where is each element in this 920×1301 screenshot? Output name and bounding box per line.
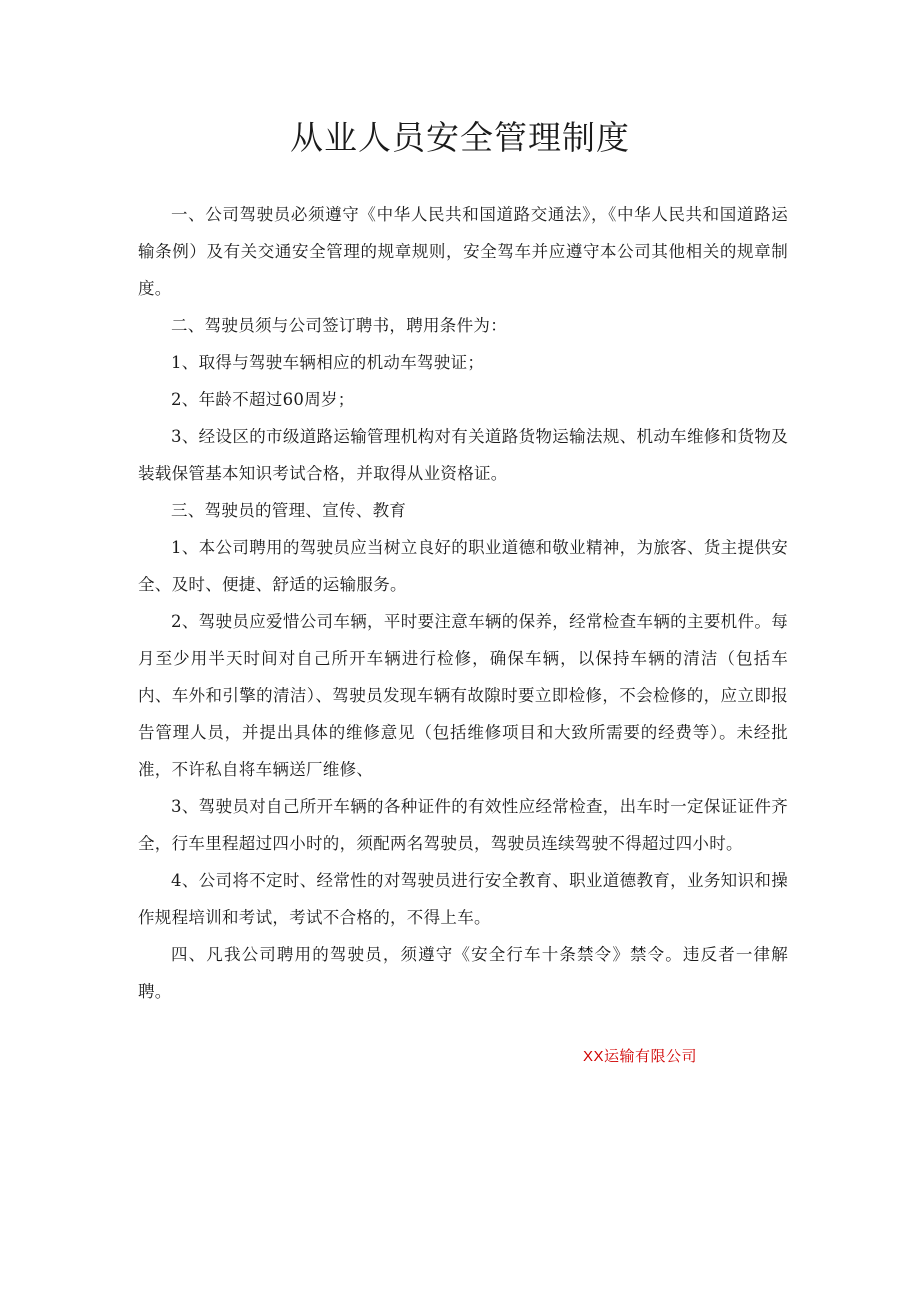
page-title: 从业人员安全管理制度 (290, 118, 630, 157)
paragraph-11: 四、凡我公司聘用的驾驶员，须遵守《安全行车十条禁令》禁令。违反者一律解聘。 (138, 945, 788, 1001)
paragraph-8: 2、驾驶员应爱惜公司车辆，平时要注意车辆的保养，经常检查车辆的主要机件。每月至少用半天时间对自己所开车辆进行检修，确保车辆，以保持车辆的清洁（包括车内、车外和引擎的清洁）、驾驶员发现车辆有故隙时要立即检修，不会检修的，应立即报告管理人员，并提出具体的维修意见（包括维修项目和大致所需要的经费等）。未经批准，不许私自将车辆送厂维修、 (138, 612, 788, 779)
paragraph-7: 1、本公司聘用的驾驶员应当树立良好的职业道德和敬业精神，为旅客、货主提供安全、及时、便捷、舒适的运输服务。 (138, 538, 788, 594)
document-body (138, 196, 788, 1010)
paragraph-10: 4、公司将不定时、经常性的对驾驶员进行安全教育、职业道德教育，业务知识和操作规程培训和考试，考试不合格的，不得上车。 (138, 871, 788, 927)
company-signature: XX运输有限公司 (583, 1048, 698, 1065)
paragraph-9: 3、驾驶员对自己所开车辆的各种证件的有效性应经常检查，出车时一定保证证件齐全，行车里程超过四小时的，须配两名驾驶员，驾驶员连续驾驶不得超过四小时。 (138, 797, 788, 853)
paragraph-4: 2、年龄不超过60周岁； (171, 390, 355, 409)
paragraph-3: 1、取得与驾驶车辆相应的机动车驾驶证； (171, 353, 485, 372)
paragraph-5: 3、经设区的市级道路运输管理机构对有关道路货物运输法规、机动车维修和货物及装载保管基本知识考试合格，并取得从业资格证。 (138, 427, 788, 483)
paragraph-6: 三、驾驶员的管理、宣传、教育 (171, 501, 407, 520)
paragraph-1: 一、公司驾驶员必须遵守《中华人民共和国道路交通法》，《中华人民共和国道路运输条例）及有关交通安全管理的规章规则，安全驾车并应遵守本公司其他相关的规章制度。 (138, 205, 788, 298)
paragraph-2: 二、驾驶员须与公司签订聘书，聘用条件为： (171, 316, 507, 335)
